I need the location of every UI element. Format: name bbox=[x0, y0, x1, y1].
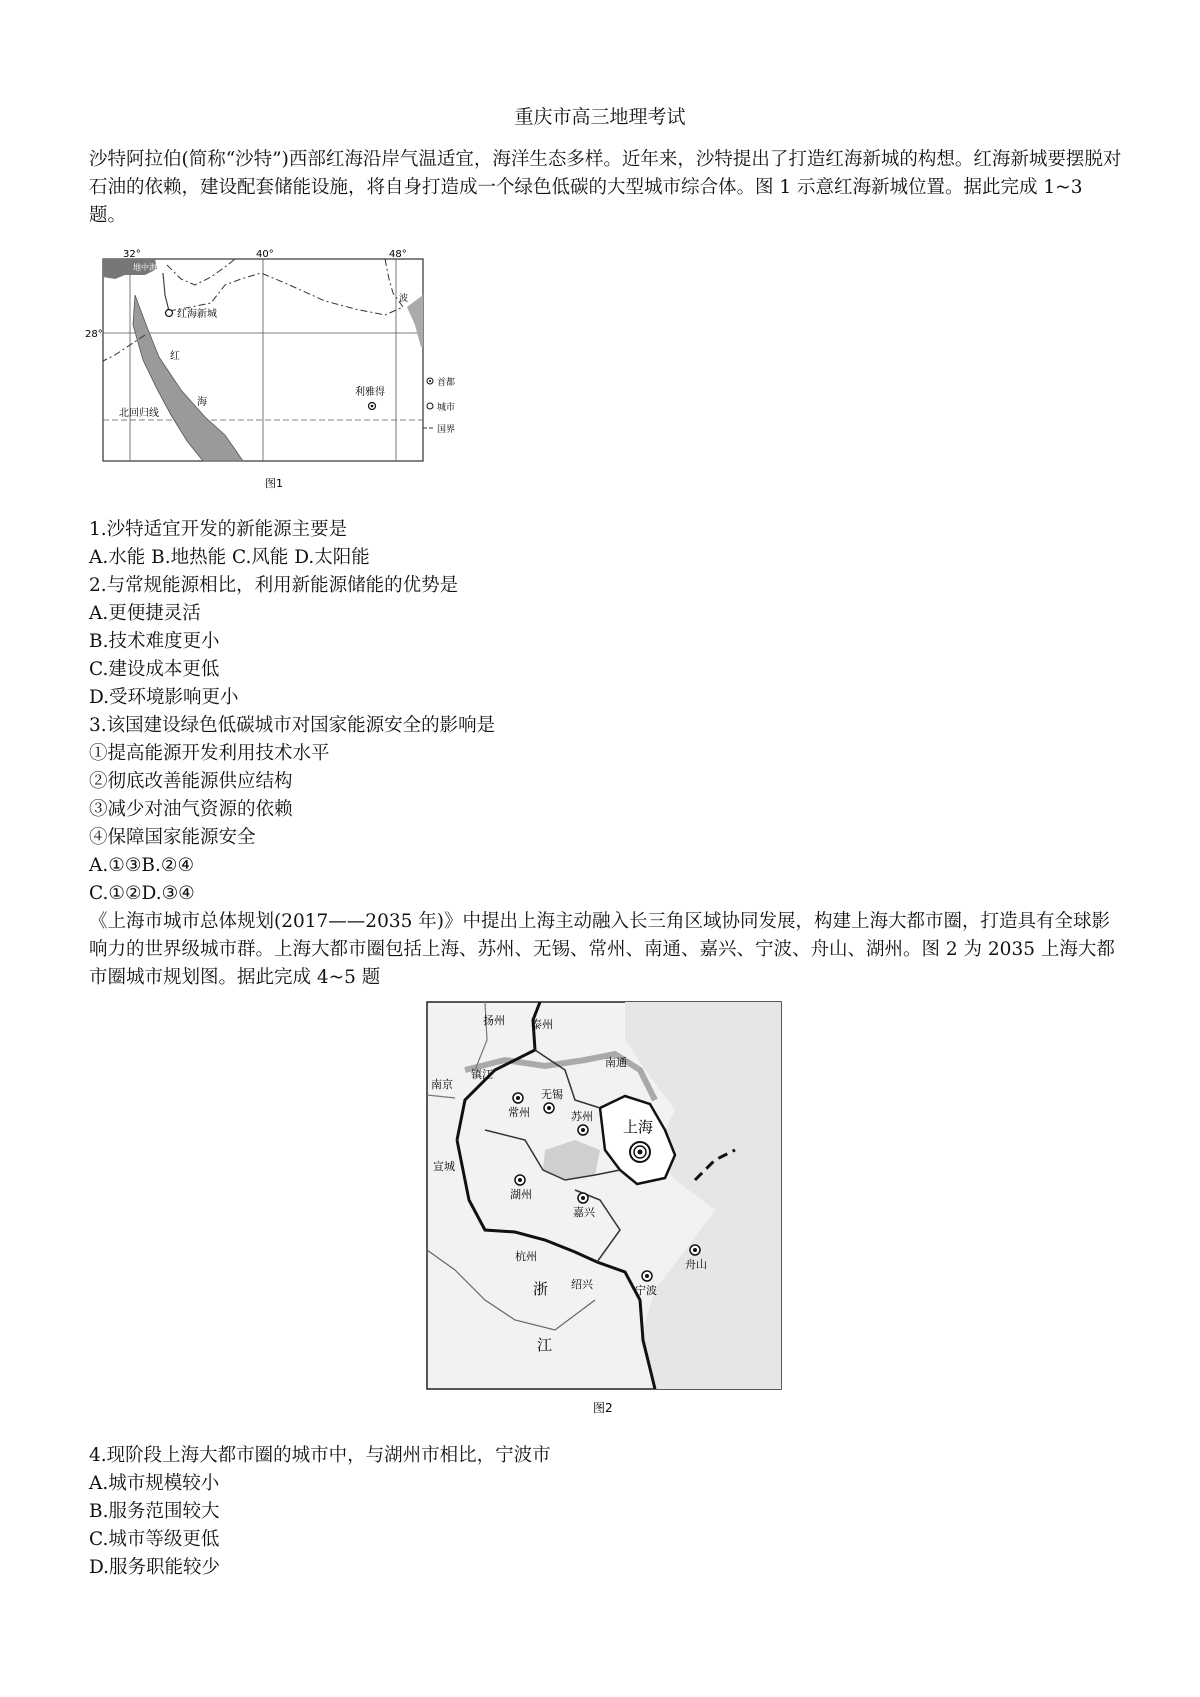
page-title: 重庆市高三地理考试 bbox=[514, 106, 686, 128]
label-red-sea-city: 红海新城 bbox=[177, 309, 217, 320]
option-4a: A.城市规模较小 bbox=[89, 1473, 220, 1494]
figure-1-map bbox=[85, 249, 480, 495]
question-2: 2.与常规能源相比，利用新能源储能的优势是 bbox=[89, 575, 459, 596]
statement-3-4: ④保障国家能源安全 bbox=[89, 827, 256, 848]
option-2a: A.更便捷灵活 bbox=[89, 603, 201, 624]
city-zhoushan: 舟山 bbox=[685, 1258, 707, 1271]
label-zhe: 浙 bbox=[533, 1280, 549, 1298]
option-3cd: C.①②D.③④ bbox=[89, 883, 195, 904]
city-ningbo: 宁波 bbox=[635, 1284, 657, 1297]
label-bay: 波 bbox=[399, 294, 409, 304]
capital-marker bbox=[371, 405, 374, 408]
question-1: 1.沙特适宜开发的新能源主要是 bbox=[89, 519, 348, 540]
figure-2-caption: 图2 bbox=[593, 1401, 613, 1415]
lon-48: 48° bbox=[389, 249, 407, 260]
city-zhenjiang: 镇江 bbox=[471, 1068, 493, 1081]
city-jiaxing: 嘉兴 bbox=[573, 1206, 595, 1219]
label-capital: 利雅得 bbox=[355, 387, 385, 398]
legend-city: 城市 bbox=[437, 403, 456, 413]
city-suzhou: 苏州 bbox=[571, 1110, 593, 1123]
option-2d: D.受环境影响更小 bbox=[89, 687, 239, 708]
figure-1-caption: 图1 bbox=[265, 477, 283, 490]
option-4b: B.服务范围较大 bbox=[89, 1501, 220, 1522]
statement-3-3: ③减少对油气资源的依赖 bbox=[89, 799, 293, 820]
lon-32: 32° bbox=[123, 249, 141, 260]
lon-40: 40° bbox=[256, 249, 274, 260]
statement-3-1: ①提高能源开发利用技术水平 bbox=[89, 743, 330, 764]
label-tropic: 北回归线 bbox=[119, 408, 159, 419]
city-huzhou: 湖州 bbox=[510, 1188, 532, 1201]
label-med: 地中海 bbox=[133, 263, 157, 272]
intro-paragraph-2: 《上海市城市总体规划(2017——2035 年)》中提出上海主动融入长三角区域协同发展，构建上海大都市圈，打造具有全球影响力的世界级城市群。上海大都市圈包括上海、苏州、无锡、常州、南通、嘉兴、宁波、舟山、湖州。图 2 为 2035 上海大都市圈城市规划图。据此完成 4~5 题 bbox=[89, 911, 1115, 988]
city-yangzhou: 扬州 bbox=[483, 1014, 505, 1027]
city-shanghai: 上海 bbox=[623, 1118, 654, 1136]
label-sea-1: 红 bbox=[170, 351, 180, 362]
option-4c: C.城市等级更低 bbox=[89, 1529, 220, 1550]
city-nantong: 南通 bbox=[605, 1056, 627, 1069]
city-hangzhou: 杭州 bbox=[515, 1250, 537, 1263]
option-3ab: A.①③B.②④ bbox=[89, 855, 195, 876]
lat-28: 28° bbox=[85, 329, 103, 340]
city-marker bbox=[166, 310, 173, 317]
option-2c: C.建设成本更低 bbox=[89, 659, 220, 680]
city-taizhou: 泰州 bbox=[531, 1018, 553, 1031]
statement-3-2: ②彻底改善能源供应结构 bbox=[89, 771, 293, 792]
label-sea-2: 海 bbox=[197, 397, 207, 408]
legend-capital: 首都 bbox=[437, 378, 456, 388]
city-wuxi: 无锡 bbox=[541, 1088, 563, 1101]
legend-border: 国界 bbox=[437, 425, 456, 435]
question-4: 4.现阶段上海大都市圈的城市中，与湖州市相比，宁波市 bbox=[89, 1445, 551, 1466]
figure-2-map bbox=[425, 1000, 783, 1417]
question-3: 3.该国建设绿色低碳城市对国家能源安全的影响是 bbox=[89, 715, 496, 736]
question-1-options: A.水能 B.地热能 C.风能 D.太阳能 bbox=[89, 547, 370, 568]
label-jiang: 江 bbox=[537, 1336, 553, 1354]
city-changzhou: 常州 bbox=[508, 1106, 530, 1119]
option-4d: D.服务职能较少 bbox=[89, 1557, 221, 1578]
option-2b: B.技术难度更小 bbox=[89, 631, 220, 652]
city-nanjing: 南京 bbox=[431, 1078, 453, 1091]
intro-paragraph-1: 沙特阿拉伯(简称“沙特”)西部红海沿岸气温适宜，海洋生态多样。近年来，沙特提出了打造红海新城的构想。红海新城要摆脱对石油的依赖，建设配套储能设施，将自身打造成一个绿色低碳的大型城市综合体。图 1 示意红海新城位置。据此完成 1~3 题。 bbox=[89, 149, 1122, 226]
city-shaoxing: 绍兴 bbox=[571, 1278, 593, 1291]
city-xuancheng: 宣城 bbox=[433, 1160, 455, 1173]
